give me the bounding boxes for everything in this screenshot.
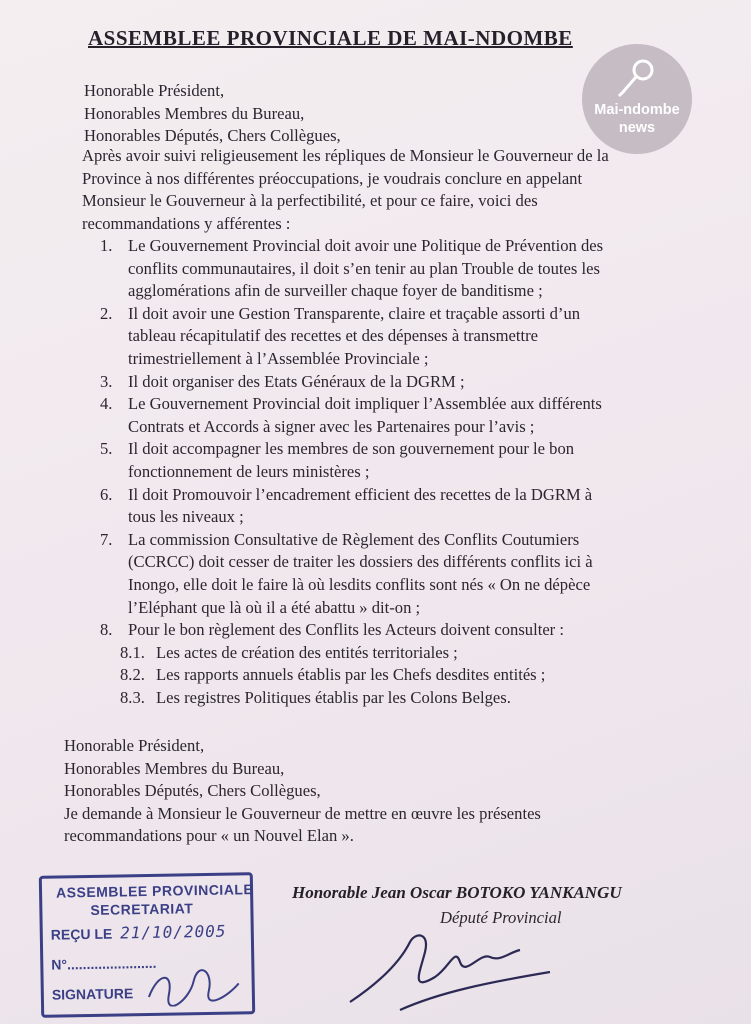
intro-paragraph bbox=[82, 145, 722, 235]
closing-line: Honorables Membres du Bureau, bbox=[64, 758, 285, 778]
item-number: 4. bbox=[100, 394, 113, 414]
handwritten-signature bbox=[340, 922, 560, 1017]
item-line: (CCRCC) doit cesser de traiter les dossiers des différents conflits ici à bbox=[128, 552, 593, 572]
list-item bbox=[100, 619, 700, 642]
opening-address bbox=[84, 80, 341, 148]
signer-name: Honorable Jean Oscar BOTOKO YANKANGU bbox=[292, 883, 622, 902]
item-number: 6. bbox=[100, 484, 113, 504]
sub-item-number: 8.3. bbox=[120, 687, 145, 707]
closing-line: Honorables Députés, Chers Collègues, bbox=[64, 781, 321, 801]
item-line: fonctionnement de leurs ministères ; bbox=[128, 461, 370, 481]
stamp-institution: ASSEMBLEE PROVINCIALE bbox=[55, 881, 254, 901]
item-line: Le Gouvernement Provincial doit avoir une Politique de Prévention des bbox=[128, 236, 604, 255]
sub-item bbox=[100, 687, 700, 710]
list-item bbox=[100, 371, 700, 394]
item-number: 3. bbox=[100, 371, 113, 391]
item-line: tableau récapitulatif des recettes et des dépenses à transmettre bbox=[128, 326, 539, 346]
closing-line: Je demande à Monsieur le Gouverneur de mettre en œuvre les présentes bbox=[64, 803, 541, 823]
address-line: Honorables Députés, Chers Collègues, bbox=[84, 126, 341, 146]
intro-line: Province à nos différentes préoccupations, je voudrais conclure en appelant bbox=[82, 168, 583, 188]
sub-item-text: Les rapports annuels établis par les Chefs desdites entités ; bbox=[156, 665, 546, 685]
item-line: Il doit organiser des Etats Généraux de la DGRM ; bbox=[128, 371, 465, 391]
intro-line: Après avoir suivi religieusement les répliques de Monsieur le Gouverneur de la bbox=[82, 146, 609, 165]
sub-item-number: 8.1. bbox=[120, 642, 145, 662]
list-item bbox=[100, 393, 700, 438]
stamp-received-label: REÇU LE bbox=[50, 925, 113, 943]
item-number: 5. bbox=[100, 439, 113, 459]
list-item bbox=[100, 438, 700, 483]
item-number: 2. bbox=[100, 303, 113, 323]
item-line: tous les niveaux ; bbox=[128, 507, 244, 527]
signer-role: Député Provincial bbox=[440, 908, 562, 927]
microphone-icon bbox=[615, 56, 659, 100]
list-item bbox=[100, 235, 700, 303]
item-line: Contrats et Accords à signer avec les Partenaires pour l’avis ; bbox=[128, 416, 535, 436]
sub-item-number: 8.2. bbox=[120, 665, 145, 685]
reception-stamp bbox=[39, 872, 255, 1018]
closing-line: recommandations pour « un Nouvel Elan ». bbox=[64, 826, 354, 846]
intro-line: recommandations y afférentes : bbox=[82, 213, 291, 233]
stamp-received-date: 21/10/2005 bbox=[119, 921, 227, 943]
intro-line: Monsieur le Gouverneur à la perfectibilité, et pour ce faire, voici des bbox=[82, 191, 538, 211]
sub-item bbox=[100, 664, 700, 687]
stamp-department: SECRETARIAT bbox=[90, 900, 194, 918]
address-line: Honorable Président, bbox=[84, 81, 225, 100]
item-line: Il doit avoir une Gestion Transparente, claire et traçable assorti d’un bbox=[128, 303, 581, 323]
list-item bbox=[100, 484, 700, 529]
item-line: Inongo, elle doit le faire là où lesdits conflits sont nés « On ne dépèce bbox=[128, 574, 591, 594]
item-number: 8. bbox=[100, 620, 113, 640]
closing-paragraph bbox=[64, 735, 704, 848]
list-item bbox=[100, 529, 700, 619]
list-item bbox=[100, 303, 700, 371]
stamp-number: N°....................... bbox=[51, 954, 157, 973]
item-line: agglomérations afin de surveiller chaque foyer de banditisme ; bbox=[128, 281, 543, 301]
item-line: Il doit accompagner les membres de son gouvernement pour le bon bbox=[128, 439, 575, 459]
closing-line: Honorable Président, bbox=[64, 736, 205, 755]
item-number: 7. bbox=[100, 529, 113, 549]
logo-subtitle: news bbox=[618, 120, 656, 136]
document-title: ASSEMBLEE PROVINCIALE DE MAI-NDOMBE bbox=[88, 26, 573, 50]
sub-item-text: Les registres Politiques établis par les Colons Belges. bbox=[156, 687, 511, 707]
item-line: Le Gouvernement Provincial doit impliquer l’Assemblée aux différents bbox=[128, 394, 602, 414]
stamp-signature-label: SIGNATURE bbox=[51, 985, 134, 1003]
item-line: conflits communautaires, il doit s’en tenir au plan Trouble de toutes les bbox=[128, 258, 600, 278]
item-line: Pour le bon règlement des Conflits les Acteurs doivent consulter : bbox=[128, 620, 564, 640]
item-line: trimestriellement à l’Assemblée Provinciale ; bbox=[128, 348, 429, 368]
recommendations-list bbox=[100, 235, 700, 709]
item-line: Il doit Promouvoir l’encadrement efficient des recettes de la DGRM à bbox=[128, 484, 593, 504]
sub-item bbox=[100, 642, 700, 665]
item-line: l’Eléphant que là où il a été abattu » dit-on ; bbox=[128, 597, 421, 617]
item-number: 1. bbox=[100, 236, 113, 255]
logo-name: Mai-ndombe bbox=[594, 102, 680, 118]
stamp-signature-scribble bbox=[143, 965, 244, 1007]
address-line: Honorables Membres du Bureau, bbox=[84, 103, 305, 123]
item-line: La commission Consultative de Règlement des Conflits Coutumiers bbox=[128, 529, 580, 549]
stamp-received bbox=[51, 922, 227, 944]
sub-item-text: Les actes de création des entités territoriales ; bbox=[156, 642, 458, 662]
news-logo bbox=[582, 44, 692, 154]
